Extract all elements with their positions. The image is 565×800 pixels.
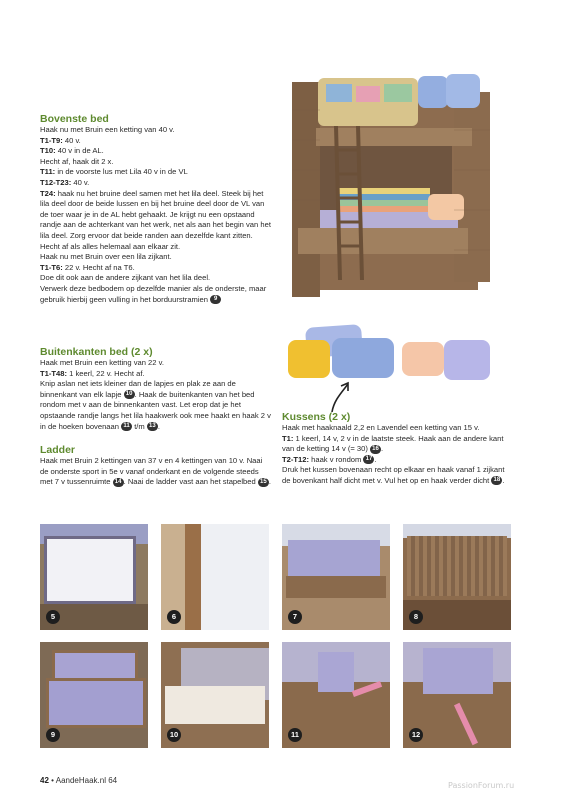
row-label: T1-T9: (40, 135, 63, 145)
text-line: Hecht af, haak dit 2 x. (40, 156, 114, 166)
bunk-bed-photo (278, 70, 498, 302)
photo-step-8 (403, 524, 511, 630)
text-row (40, 167, 272, 178)
row-label: T10: (40, 146, 56, 156)
text-row (282, 465, 514, 486)
row-text: . (381, 444, 384, 454)
step-badge: 15 (258, 478, 269, 487)
heading-kussens: Kussens (2 x) (282, 411, 351, 423)
photo-step-10 (161, 642, 269, 748)
row-label: T2-T12: (282, 454, 310, 464)
photo-number: 11 (288, 728, 302, 742)
text-row (282, 434, 514, 455)
pillows-photo (286, 320, 494, 386)
section-kussens (282, 411, 514, 487)
photo-number: 6 (167, 610, 181, 624)
watermark: PassionForum.ru (448, 781, 515, 790)
row-text: 1 keerl, 14 v, 2 v in de laatste steek. Haak aan de andere kant van de ketting 14 v (= 30) (282, 433, 504, 454)
text-line: Haak met Bruin een ketting van 22 v. (40, 358, 164, 367)
row-text: t/m (132, 421, 147, 431)
row-text: Haak met Bruin 2 kettingen van 37 v en 4 kettingen van 10 v. Naai de onderste sport in 5e v vanaf onderkant en de volgende steeds met 7 v tussenruimte (40, 456, 263, 487)
row-text: . (157, 421, 160, 431)
section-ladder (40, 444, 272, 488)
row-text: 22 v. Hecht af na T6. (62, 262, 135, 272)
row-text: . Haak de buitenkanten van het bed rondom met v aan de binnenkanten vast. Let erop dat je het opstaande randje langs het lila haakwerk ook mee haakt en haak 2 v in de hoeken bovenaan (40, 389, 271, 431)
row-label: T1: (282, 433, 294, 443)
text-row (40, 284, 272, 305)
section-buitenkanten (40, 346, 272, 432)
row-text: . (268, 477, 271, 487)
photo-number: 9 (46, 728, 60, 742)
text-row (40, 136, 272, 147)
photo-number: 5 (46, 610, 60, 624)
step-badge: 13 (147, 422, 158, 431)
curved-arrow-icon (326, 380, 356, 414)
text-row (40, 146, 272, 157)
row-label: T1-T48: (40, 368, 68, 378)
photo-step-11 (282, 642, 390, 748)
heading-buitenkanten: Buitenkanten bed (2 x) (40, 346, 153, 358)
photo-number: 12 (409, 728, 423, 742)
row-text: 40 v. (71, 177, 90, 187)
heading-ladder: Ladder (40, 444, 76, 456)
footer-bullet: • (51, 776, 54, 785)
step-badge: 16 (370, 445, 381, 454)
row-text: 1 keerl, 22 v. Hecht af. (67, 368, 145, 378)
step-badge: 10 (124, 390, 135, 399)
row-text: Knip aslan net iets kleiner dan de lapjes en plak ze aan de binnenkant van elk lapje (40, 379, 236, 399)
row-text: in de voorste lus met Lila 40 v in de VL (55, 167, 188, 177)
row-label: T11: (40, 167, 56, 177)
text-row (40, 379, 272, 432)
text-line: Haak met haaknaald 2,2 en Lavendel een ketting van 15 v. (282, 423, 480, 432)
text-row (40, 263, 272, 274)
step-badge: 11 (121, 422, 132, 431)
photo-step-5 (40, 524, 148, 630)
section-bovenste-bed (40, 113, 272, 305)
text-line: Haak nu met Bruin een ketting van 40 v. (40, 125, 175, 134)
photo-step-6 (161, 524, 269, 630)
photo-number: 7 (288, 610, 302, 624)
row-label: T12-T23: (40, 177, 72, 187)
magazine-name: AandeHaak.nl 64 (55, 776, 118, 785)
row-text: 40 v. (62, 135, 81, 145)
text-row (40, 189, 272, 253)
text-row (40, 178, 272, 189)
heading-bovenste-bed: Bovenste bed (40, 113, 109, 125)
photo-number: 8 (409, 610, 423, 624)
row-text: haak v rondom (309, 454, 364, 464)
photo-number: 10 (167, 728, 181, 742)
step-badge: 17 (363, 455, 374, 464)
row-text: haak nu het bruine deel samen met het lila deel. Steek bij het lila deel door de beide lussen en bij het bruine deel door de VL van de toer waar je in de AL hebt gehaakt. Je krijgt nu een opstaand randje aan de achterkant van het werk, net als aan het begin van het lila deel. Zorg ervoor dat beide randen aan dezelfde kant zitten. Hecht af als alles helemaal aan elkaar zit. (40, 188, 271, 251)
text-line: Haak nu met Bruin over een lila zijkant. (40, 252, 172, 262)
step-badge: 14 (113, 478, 124, 487)
row-label: T1-T6: (40, 262, 63, 272)
text-line: Doe dit ook aan de andere zijkant van het lila deel. (40, 273, 211, 283)
photo-step-12 (403, 642, 511, 748)
text-row (282, 455, 514, 466)
text-row (40, 456, 272, 488)
row-label: T24: (40, 188, 56, 198)
photo-step-7 (282, 524, 390, 630)
row-text: Verwerk deze bedbodem op dezelfde manier als de onderste, maar gebruik hierbij geen vulling in het borduurstramien (40, 283, 267, 304)
row-text: . Naai de ladder vast aan het stapelbed (123, 477, 258, 487)
text-row (40, 369, 272, 380)
row-text: . (502, 475, 505, 485)
row-text: 40 v in de AL. (55, 146, 104, 156)
page-footer (40, 776, 117, 785)
row-text: . (374, 454, 377, 464)
step-badge: 9 (210, 295, 221, 304)
row-text: Druk het kussen bovenaan recht op elkaar en haak vanaf 1 zijkant de bovenkant half dicht met v. Vul het op en haak verder dicht (282, 465, 505, 485)
photo-step-9 (40, 642, 148, 748)
page-number: 42 (40, 776, 49, 785)
step-badge: 18 (491, 476, 502, 485)
